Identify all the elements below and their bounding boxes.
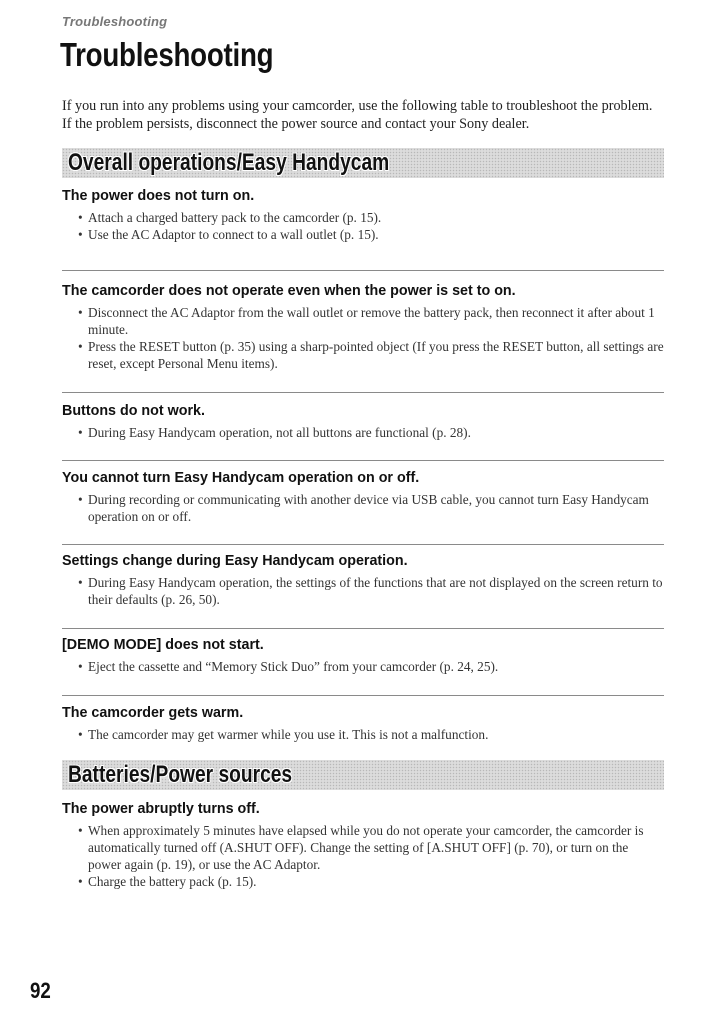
entry-title: Buttons do not work.	[62, 403, 205, 419]
bullet-item: • During Easy Handycam operation, the settings of the functions that are not displayed on the screen return to their defaults (p. 26, 50).	[78, 574, 664, 608]
bullet-list	[62, 491, 664, 525]
bullet-item: • Press the RESET button (p. 35) using a sharp-pointed object (If you press the RESET button, all settings are reset, except Personal Menu items).	[78, 338, 664, 372]
entry-title: The power does not turn on.	[62, 188, 255, 204]
divider	[62, 695, 664, 696]
divider	[62, 460, 664, 461]
entry-title: You cannot turn Easy Handycam operation on or off.	[62, 470, 420, 486]
entry-buttons-not-work	[62, 402, 664, 441]
divider	[62, 270, 664, 271]
page-title: Troubleshooting	[60, 36, 274, 73]
entry-demo-mode	[62, 636, 664, 675]
bullet-item: • Charge the battery pack (p. 15).	[78, 873, 664, 890]
page-number: 92	[30, 978, 51, 1003]
section-heading: Batteries/Power sources	[68, 761, 293, 788]
bullet-list	[62, 209, 664, 243]
intro-paragraph: If you run into any problems using your camcorder, use the following table to troubleshoot the problem. If the problem persists, disconnect the power source and contact your Sony dealer.	[62, 98, 653, 132]
bullet-item: • Attach a charged battery pack to the camcorder (p. 15).	[78, 209, 664, 226]
bullet-item: • Eject the cassette and “Memory Stick Duo” from your camcorder (p. 24, 25).	[78, 658, 664, 675]
bullet-list	[62, 574, 664, 608]
bullet-item: • During recording or communicating with another device via USB cable, you cannot turn Easy Handycam operation on or off.	[78, 491, 664, 525]
entry-title: [DEMO MODE] does not start.	[62, 637, 264, 653]
entry-title: The camcorder does not operate even when the power is set to on.	[62, 283, 516, 299]
section-header-overall-operations	[62, 148, 664, 178]
bullet-list	[62, 658, 664, 675]
bullet-list	[62, 304, 664, 372]
bullet-list	[62, 726, 664, 743]
bullet-item: • Use the AC Adaptor to connect to a wall outlet (p. 15).	[78, 226, 664, 243]
divider	[62, 628, 664, 629]
bullet-list	[62, 822, 664, 890]
bullet-item: • When approximately 5 minutes have elapsed while you do not operate your camcorder, the camcorder is automatically turned off (A.SHUT OFF). Change the setting of [A.SHUT OFF] (p. 70), or turn on the power again (p. 19), or use the AC Adaptor.	[78, 822, 664, 873]
entry-settings-change	[62, 552, 664, 608]
entry-camcorder-not-operate	[62, 282, 664, 372]
entry-power-not-on	[62, 187, 664, 243]
divider	[62, 392, 664, 393]
bullet-item: • Disconnect the AC Adaptor from the wall outlet or remove the battery pack, then reconnect it after about 1 minute.	[78, 304, 664, 338]
section-heading: Overall operations/Easy Handycam	[68, 149, 390, 176]
bullet-item: • During Easy Handycam operation, not all buttons are functional (p. 28).	[78, 424, 664, 441]
divider	[62, 544, 664, 545]
running-head: Troubleshooting	[62, 14, 168, 29]
entry-camcorder-warm	[62, 704, 664, 743]
entry-power-turns-off	[62, 800, 664, 890]
entry-title: The camcorder gets warm.	[62, 705, 244, 721]
entry-title: Settings change during Easy Handycam operation.	[62, 553, 408, 569]
bullet-list	[62, 424, 664, 441]
entry-title: The power abruptly turns off.	[62, 801, 260, 817]
entry-easy-handycam-toggle	[62, 469, 664, 525]
bullet-item: • The camcorder may get warmer while you use it. This is not a malfunction.	[78, 726, 664, 743]
section-header-batteries	[62, 760, 664, 790]
